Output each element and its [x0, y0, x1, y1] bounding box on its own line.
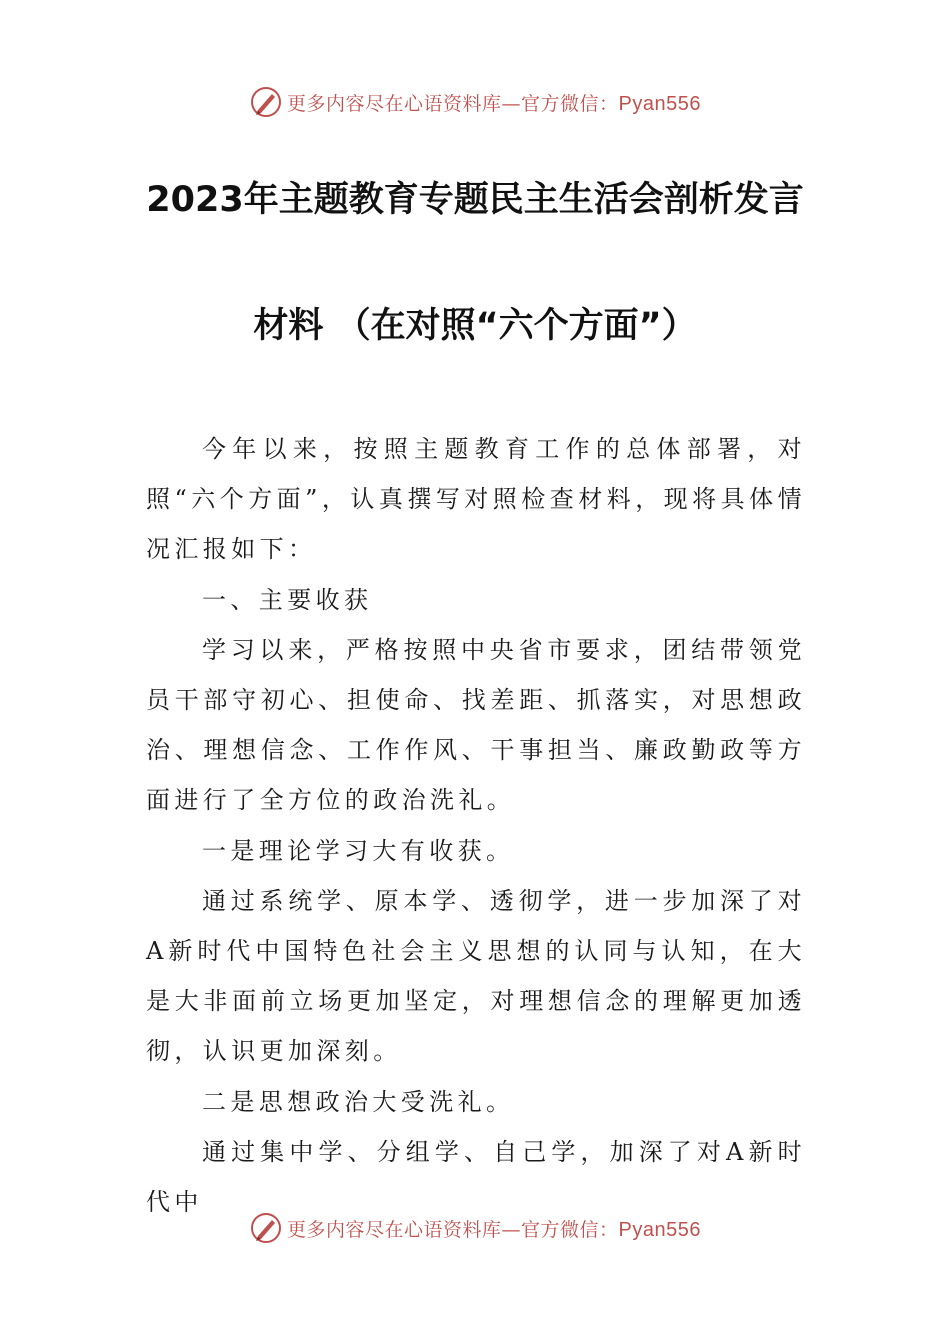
heading-main-gains: 一、主要收获: [202, 585, 373, 614]
paragraph-intro: 今年以来，按照主题教育工作的总体部署，对照“六个方面”，认真撰写对照检查材料，现将具体情况汇报如下：: [146, 435, 806, 564]
watermark-label: 更多内容尽在心语资料库—官方微信：: [287, 92, 619, 115]
paragraph-theory-study: 通过系统学、原本学、透彻学，进一步加深了对A新时代中国特色社会主义思想的认同与认知，在大是大非面前立场更加坚定，对理想信念的理解更加透彻，认识更加深刻。: [146, 886, 806, 1066]
watermark-text: [287, 89, 701, 116]
watermark-footer: [0, 1208, 950, 1248]
pen-circle-logo-icon: [249, 1211, 283, 1245]
document-title-line2: 材料 （在对照“六个方面”）: [253, 306, 697, 346]
document-body: [146, 424, 806, 1227]
watermark-label: 更多内容尽在心语资料库—官方微信：: [287, 1218, 619, 1241]
watermark-wechat-id: Pyan556: [618, 92, 701, 115]
paragraph-political-thought: 通过集中学、分组学、自己学，加深了对A新时代中: [146, 1137, 806, 1217]
watermark-text: [287, 1215, 701, 1242]
watermark-header: [0, 82, 950, 122]
watermark-wechat-id: Pyan556: [618, 1218, 701, 1241]
heading-political-thought: 二是思想政治大受洗礼。: [202, 1087, 515, 1116]
heading-theory-study: 一是理论学习大有收获。: [202, 836, 515, 865]
pen-circle-logo-icon: [249, 85, 283, 119]
document-title-line1: 2023年主题教育专题民主生活会剖析发言: [146, 180, 804, 220]
paragraph-gains-summary: 学习以来，严格按照中央省市要求，团结带领党员干部守初心、担使命、找差距、抓落实，对思想政治、理想信念、工作作风、干事担当、廉政勤政等方面进行了全方位的政治洗礼。: [146, 635, 806, 815]
